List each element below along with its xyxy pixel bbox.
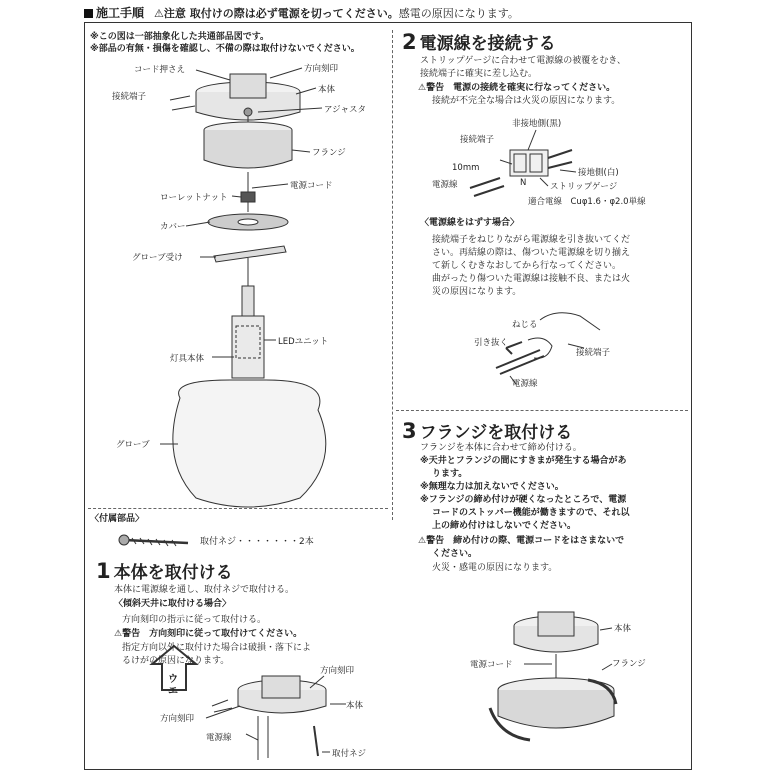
header-warning: 取付けの際は必ず電源を切ってください。 xyxy=(189,7,399,20)
caution-label: ⚠注意 xyxy=(154,7,186,20)
step3-number: 3 xyxy=(402,419,417,443)
accessory-screw: 取付ネジ・・・・・・・2本 xyxy=(200,537,314,547)
note-1: ※この図は一部抽象化した共通部品図です。 xyxy=(90,32,270,42)
step2-label-length: 10mm xyxy=(452,163,480,173)
step2-label-connector: 接続端子 xyxy=(460,135,495,145)
step1-sub-text: 方向刻印の指示に従って取付ける。 xyxy=(122,615,267,625)
label-connector: 接続端子 xyxy=(112,92,147,102)
step2-warning-text: 接続が不完全な場合は火災の原因になります。 xyxy=(432,96,621,106)
label-adjuster: アジャスタ xyxy=(324,105,366,115)
step2-label-remove-power-wire: 電源線 xyxy=(512,379,538,389)
step3-text: フランジを本体に合わせて締め付ける。 xyxy=(420,443,582,453)
accessories-title: 〈付属部品〉 xyxy=(90,514,145,524)
label-fixture-body: 灯具本体 xyxy=(170,354,205,364)
step2-label-remove-connector: 接続端子 xyxy=(576,348,611,358)
label-flange: フランジ xyxy=(312,148,346,158)
step1-warning: ⚠警告 方向刻印に従って取付けてください。 xyxy=(114,629,303,639)
step3-label-body: 本体 xyxy=(614,624,632,634)
step2-label-pull: 引き抜く xyxy=(474,338,509,348)
step2-remove-text-4: 曲がったり傷ついた電源線は接触不良、または火 xyxy=(432,274,631,284)
step2-remove-text-3: て新しくむきなおしてから行なってください。 xyxy=(432,261,622,271)
step2-remove-text-2: さい。再結線の際は、傷ついた電源線を切り揃え xyxy=(432,248,631,258)
step1-label-body: 本体 xyxy=(346,701,364,711)
step3-warning: ⚠警告 締め付けの際、電源コードをはさまないで xyxy=(418,536,625,546)
step2-label-non-ground: 非接地側(黒) xyxy=(512,119,562,129)
header-warning-note: 感電の原因になります。 xyxy=(398,7,519,20)
label-body: 本体 xyxy=(318,85,336,95)
step3-warning-text: 火災・感電の原因になります。 xyxy=(432,563,558,573)
step3-note-1: ※天井とフランジの間にすきまが発生する場合があ xyxy=(420,456,627,466)
label-direction-mark: 方向刻印 xyxy=(304,64,339,74)
label-cover: カバー xyxy=(160,222,186,232)
step3-label-flange: フランジ xyxy=(612,659,646,669)
step2-label-twist: ねじる xyxy=(512,320,538,330)
label-power-cord: 電源コード xyxy=(290,181,333,191)
arrow-label-bottom: エ xyxy=(168,686,178,697)
step2-label-strip-gauge: ストリップゲージ xyxy=(550,182,618,192)
label-cord-holder: コード押さえ xyxy=(134,65,186,75)
step1-warning-text-2: るけがの原因になります。 xyxy=(122,656,230,666)
step1-label-direction-mark-a: 方向刻印 xyxy=(320,666,355,676)
label-led-unit: LEDユニット xyxy=(278,337,329,347)
step2-remove-text-5: 災の原因になります。 xyxy=(432,287,522,297)
step3-title: フランジを取付ける xyxy=(419,423,573,443)
step1-heading xyxy=(96,558,233,583)
step2-remove-title: 〈電源線をはずす場合〉 xyxy=(420,218,520,228)
step2-label-ground: 接地側(白) xyxy=(578,168,619,178)
step1-label-direction-mark-b: 方向刻印 xyxy=(160,714,195,724)
step3-note-3: ※無理な力は加えないでください。 xyxy=(420,482,564,492)
label-globe-holder: グローブ受け xyxy=(132,253,183,263)
step2-number: 2 xyxy=(402,30,417,54)
step3-warning-2: ください。 xyxy=(432,549,478,559)
step2-label-wire-spec: 適合電線 Cuφ1.6・φ2.0単線 xyxy=(528,197,646,207)
step1-label-screw: 取付ネジ xyxy=(332,749,367,759)
step2-title: 電源線を接続する xyxy=(419,34,556,54)
step3-note-5: コードのストッパー機能が働きますので、それ以 xyxy=(432,508,630,518)
label-globe: グローブ xyxy=(116,440,150,450)
step1-label-power-wire: 電源線 xyxy=(206,733,232,743)
step1-warning-text-1: 指定方向以外に取付けた場合は破損・落下によ xyxy=(122,643,312,653)
step2-label-n: N xyxy=(520,178,527,188)
step3-note-6: 上の締め付けはしないでください。 xyxy=(432,521,577,531)
step1-title: 本体を取付ける xyxy=(113,563,233,583)
step2-text-1: ストリップゲージに合わせて電源線の被覆をむき、 xyxy=(420,56,626,66)
step3-note-4: ※フランジの締め付けが硬くなったところで、電源 xyxy=(420,495,627,505)
step1-number: 1 xyxy=(96,559,111,583)
step3-heading xyxy=(402,418,572,443)
note-2: ※部品の有無・損傷を確認し、不備の際は取付けないでください。 xyxy=(90,44,360,54)
step2-remove-text-1: 接続端子をねじりながら電源線を引き抜いてくだ xyxy=(432,235,631,245)
arrow-label-top: ウ xyxy=(168,674,178,685)
header-title: 施工手順 xyxy=(96,6,145,20)
step3-note-2: ります。 xyxy=(432,469,468,479)
step3-label-power-cord: 電源コード xyxy=(470,660,513,670)
label-knurled-nut: ローレットナット xyxy=(160,193,228,203)
step2-warning: ⚠警告 電源の接続を確実に行なってください。 xyxy=(418,83,616,93)
step2-heading xyxy=(402,29,556,54)
step1-text: 本体に電源線を通し、取付ネジで取付ける。 xyxy=(114,585,295,595)
step1-sub-title: 〈傾斜天井に取付ける場合〉 xyxy=(114,599,232,609)
step2-label-power-wire: 電源線 xyxy=(432,180,458,190)
step2-text-2: 接続端子に確実に差し込む。 xyxy=(420,69,538,79)
